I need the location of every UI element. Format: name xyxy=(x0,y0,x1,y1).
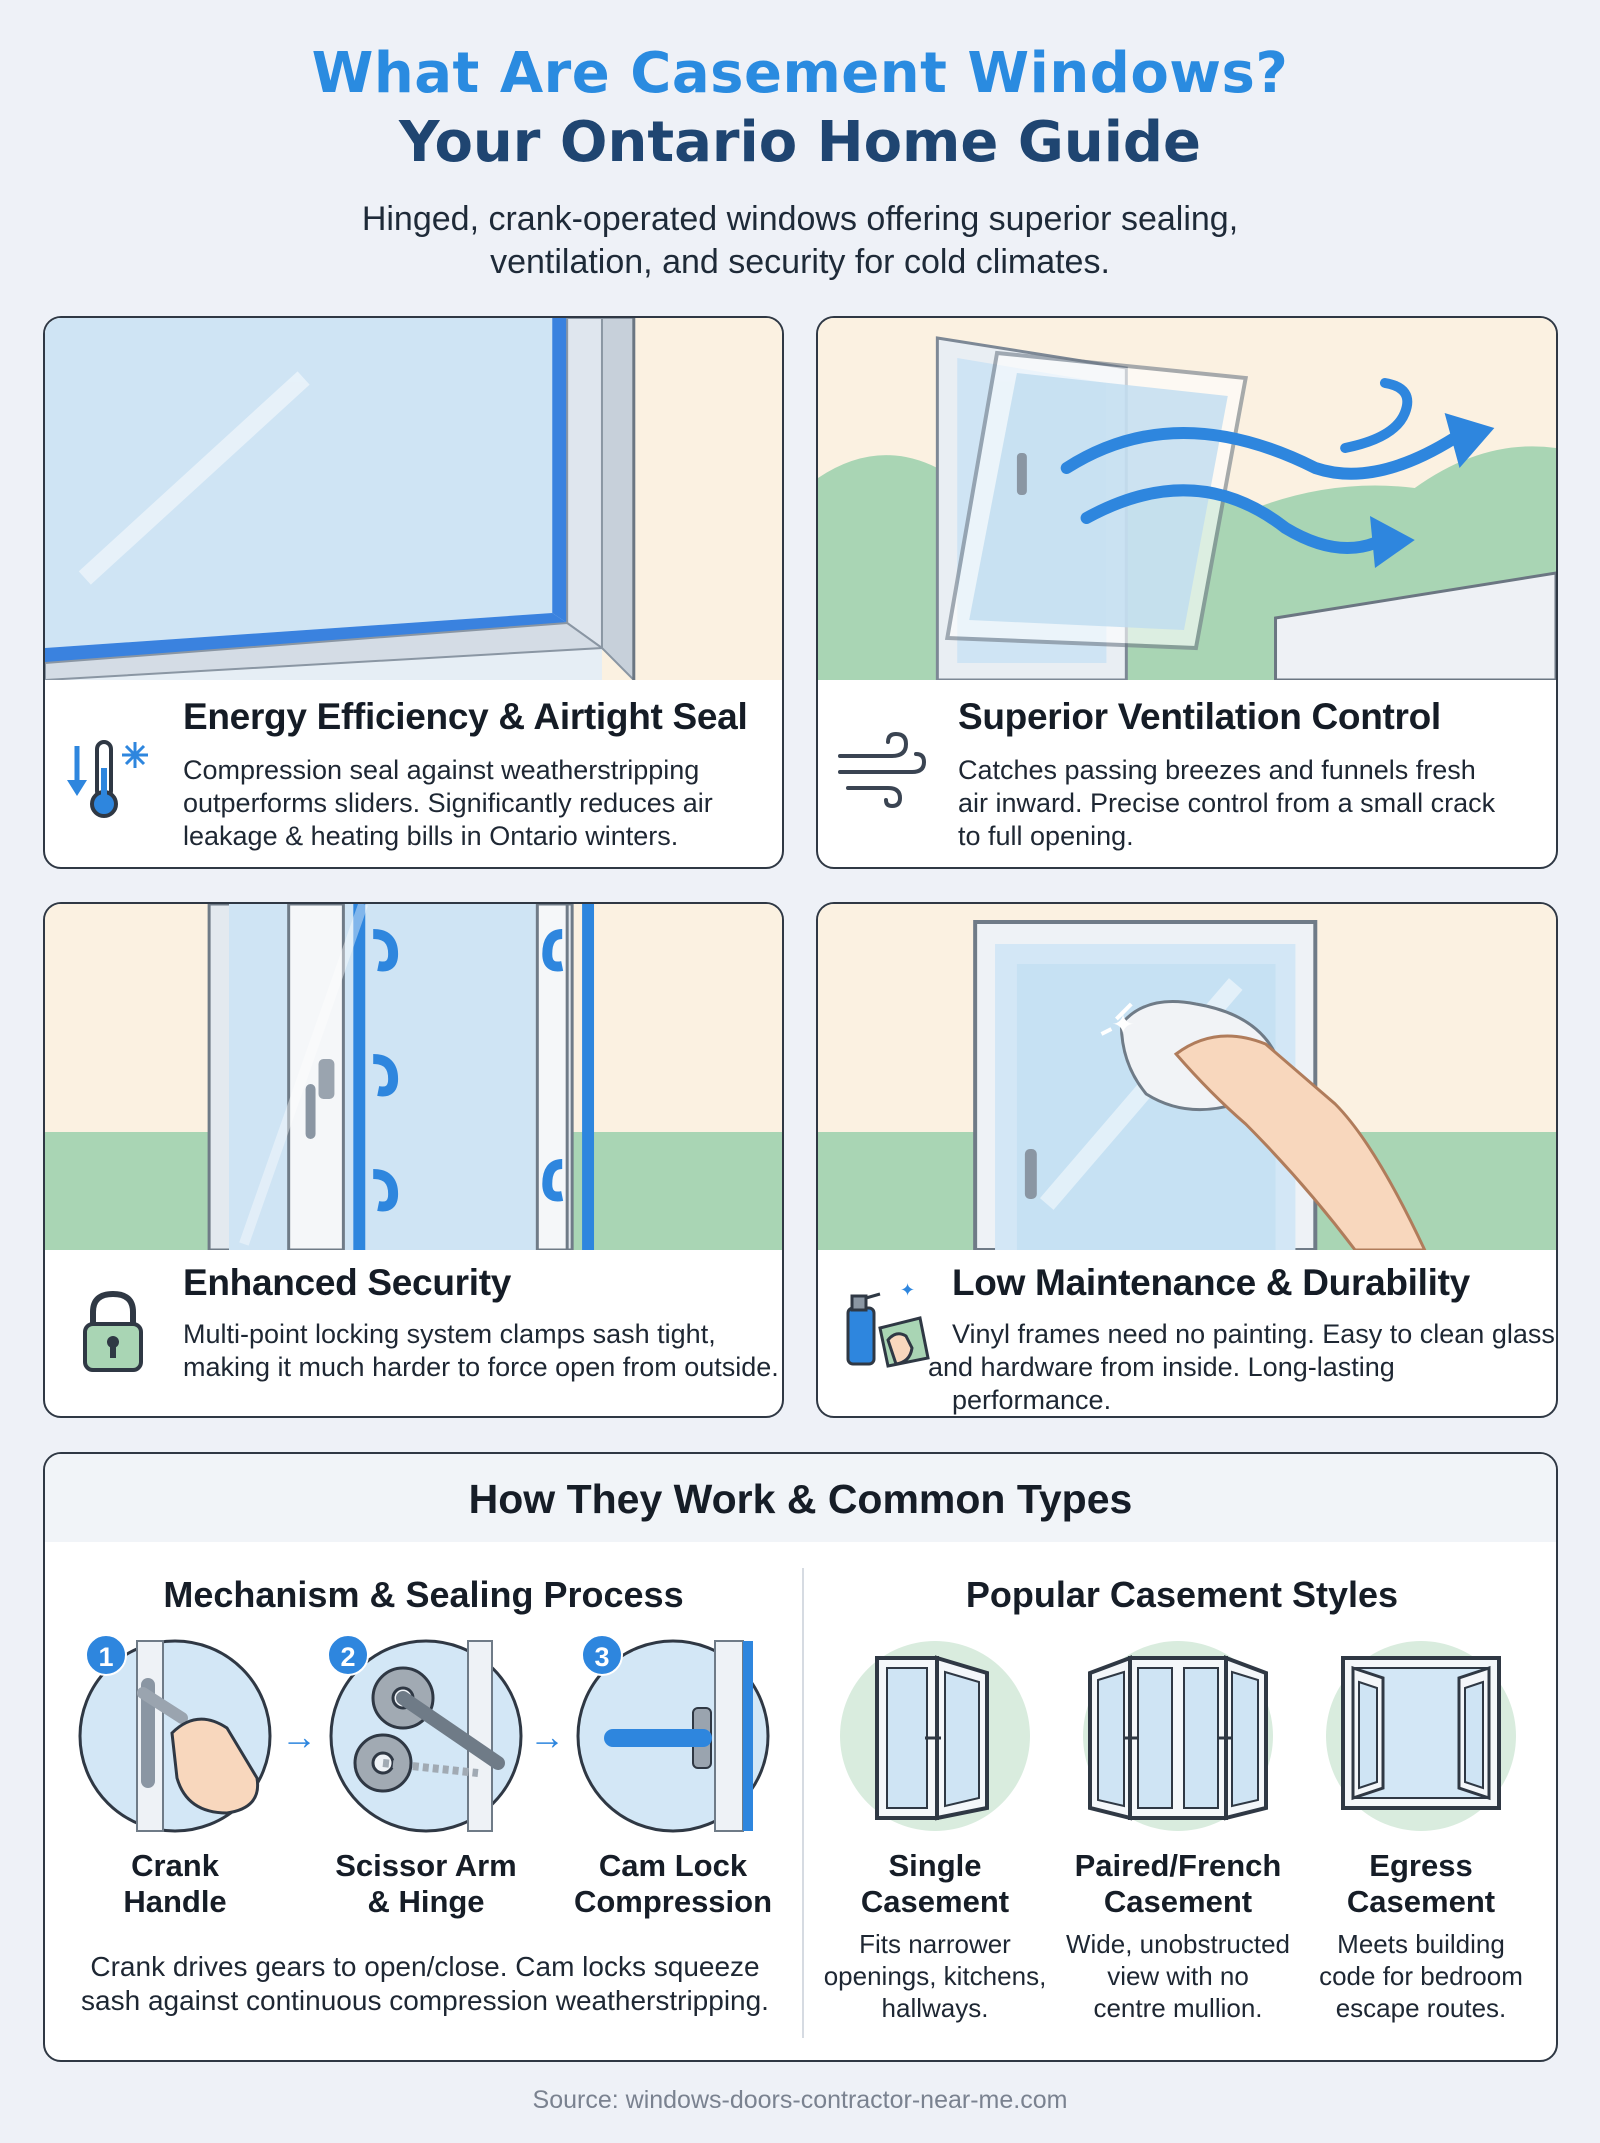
feature-card-security xyxy=(43,902,784,1418)
open-window-breeze-illustration xyxy=(818,318,1556,680)
feature-card-maintenance xyxy=(816,902,1558,1418)
step-badge-2: 2 xyxy=(327,1634,369,1676)
step-label-scissor-arm: Scissor Arm & Hinge xyxy=(335,1848,517,1919)
page-title-line2: Your Ontario Home Guide xyxy=(399,110,1201,176)
paired-french-casement-icon xyxy=(1080,1638,1276,1834)
panel-divider xyxy=(802,1568,804,2038)
feature-card-ventilation xyxy=(816,316,1558,869)
arrow-right-icon: → xyxy=(529,1716,565,1757)
arrow-right-icon: → xyxy=(281,1716,317,1757)
padlock-icon xyxy=(65,1284,161,1380)
subtitle-line2: ventilation, and security for cold climates. xyxy=(490,242,1110,281)
feature-title: Energy Efficiency & Airtight Seal xyxy=(183,696,748,737)
window-seal-illustration xyxy=(45,318,782,680)
thermometer-snowflake-icon xyxy=(59,728,155,824)
svg-text:✦: ✦ xyxy=(900,1280,916,1300)
svg-text:✦: ✦ xyxy=(1111,1008,1135,1041)
how-they-work-panel xyxy=(43,1452,1558,2062)
panel-heading: How They Work & Common Types xyxy=(468,1476,1133,1522)
step-label-cam-lock: Cam Lock Compression xyxy=(573,1848,773,1919)
cleaning-spray-icon xyxy=(840,1278,936,1374)
mechanism-description: Crank drives gears to open/close. Cam locks squeeze sash against continuous compression weatherstripping. xyxy=(81,1951,769,2016)
style-desc-single: Fits narrower openings, kitchens, hallways. xyxy=(823,1929,1047,2023)
style-name-paired-french: Paired/French Casement xyxy=(1074,1848,1282,1919)
feature-title: Low Maintenance & Durability xyxy=(952,1262,1470,1303)
step-label-crank-handle: Crank Handle xyxy=(123,1848,227,1919)
multipoint-lock-illustration xyxy=(45,904,782,1250)
feature-description: Catches passing breezes and funnels fresh air inward. Precise control from a small crack to full opening. xyxy=(958,755,1496,851)
feature-description: Multi-point locking system clamps sash tight, making it much harder to force open from outside. xyxy=(183,1319,779,1382)
style-desc-paired-french: Wide, unobstructed view with no centre mullion. xyxy=(1065,1929,1290,2023)
cleaning-window-illustration xyxy=(818,904,1556,1250)
style-name-single: Single Casement xyxy=(860,1848,1010,1919)
feature-card-energy xyxy=(43,316,784,869)
subtitle-line1: Hinged, crank-operated windows offering superior sealing, xyxy=(361,200,1239,239)
mechanism-heading: Mechanism & Sealing Process xyxy=(163,1574,684,1615)
page-subtitle xyxy=(0,198,1600,283)
step-badge-3: 3 xyxy=(581,1634,623,1676)
source-credit: Source: windows-doors-contractor-near-me.com xyxy=(532,2086,1068,2114)
style-desc-egress: Meets building code for bedroom escape routes. xyxy=(1319,1929,1523,2023)
style-name-egress: Egress Casement xyxy=(1346,1848,1496,1919)
styles-heading: Popular Casement Styles xyxy=(965,1574,1399,1615)
panel-heading-bar xyxy=(45,1454,1556,1542)
feature-description: Vinyl frames need no painting. Easy to clean glass and hardware from inside. Long-lasting performance. xyxy=(928,1319,1555,1415)
step-badge-1: 1 xyxy=(85,1634,127,1676)
feature-title: Superior Ventilation Control xyxy=(958,696,1441,737)
page-header xyxy=(0,40,1600,283)
single-casement-icon xyxy=(837,1638,1033,1834)
page-title-line1: What Are Casement Windows? xyxy=(311,41,1289,106)
feature-title: Enhanced Security xyxy=(183,1262,512,1303)
wind-icon xyxy=(832,720,928,816)
feature-description: Compression seal against weatherstripping outperforms sliders. Significantly reduces air leakage & heating bills in Ontario winters. xyxy=(183,755,713,851)
egress-casement-icon xyxy=(1323,1638,1519,1834)
